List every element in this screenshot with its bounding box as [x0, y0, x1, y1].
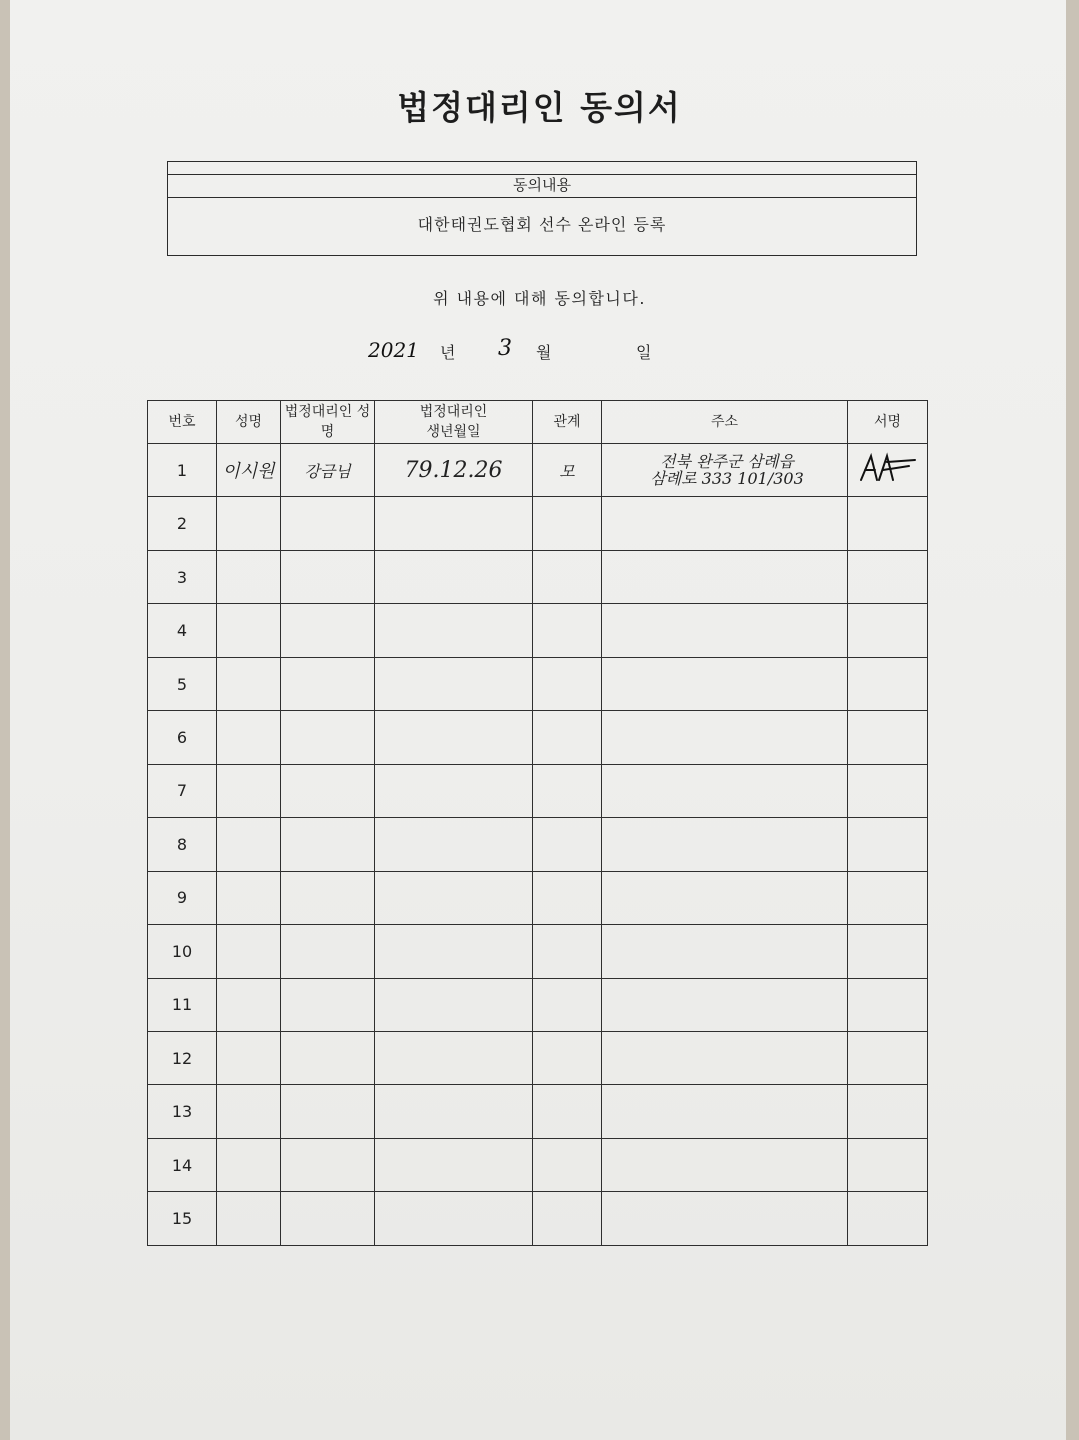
table-row	[148, 711, 928, 764]
date-year: 2021	[368, 338, 419, 362]
consent-content: 대한태권도협회 선수 온라인 등록	[417, 215, 667, 234]
handwritten-signature	[853, 450, 923, 486]
row-signature	[848, 444, 928, 497]
row-number: 7	[148, 764, 217, 817]
row-number: 6	[148, 711, 217, 764]
row-guardian-name: 강금님	[281, 444, 375, 497]
row-number: 5	[148, 657, 217, 710]
table-row	[148, 764, 928, 817]
table-row	[148, 497, 928, 550]
header-guardian-birth: 법정대리인 생년월일	[375, 401, 533, 444]
row-number: 11	[148, 978, 217, 1031]
header-guardian-name: 법정대리인 성명	[281, 401, 375, 444]
document-title: 법정대리인 동의서	[397, 88, 682, 127]
date-day-label: 일	[636, 343, 652, 362]
header-relation: 관계	[533, 401, 602, 444]
table-header-row	[148, 401, 928, 444]
table-row	[148, 1138, 928, 1191]
date-month: 3	[498, 336, 512, 361]
row-number: 15	[148, 1192, 217, 1246]
row-address	[602, 444, 848, 497]
table-row	[148, 818, 928, 871]
header-no: 번호	[148, 401, 217, 444]
row-number: 8	[148, 818, 217, 871]
row-number: 4	[148, 604, 217, 657]
table-row	[148, 925, 928, 978]
agreement-statement: 위 내용에 대해 동의합니다.	[433, 289, 646, 308]
address-line-1: 전북 완주군 삼례읍	[660, 452, 794, 472]
date-month-label: 월	[536, 343, 552, 362]
consent-box	[167, 161, 917, 256]
row-number: 9	[148, 871, 217, 924]
table-row	[148, 657, 928, 710]
row-number: 3	[148, 550, 217, 603]
row-number: 12	[148, 1031, 217, 1084]
row-name: 이시원	[217, 444, 281, 497]
row-guardian-birth: 79.12.26	[375, 444, 533, 497]
row-number: 14	[148, 1138, 217, 1191]
row-number: 2	[148, 497, 217, 550]
consent-header: 동의내용	[168, 174, 916, 198]
table-row	[148, 978, 928, 1031]
guardian-table	[147, 400, 928, 1246]
table-row	[148, 871, 928, 924]
row-number: 10	[148, 925, 217, 978]
header-address: 주소	[602, 401, 848, 444]
table-row	[148, 1031, 928, 1084]
date-year-label: 년	[440, 343, 456, 362]
row-relation: 모	[533, 444, 602, 497]
table-row	[148, 604, 928, 657]
table-row	[148, 1085, 928, 1138]
address-line-2: 삼례로 333 101/303	[650, 469, 804, 489]
table-row	[148, 1192, 928, 1246]
table-row	[148, 550, 928, 603]
header-signature: 서명	[848, 401, 928, 444]
header-name: 성명	[217, 401, 281, 444]
table-row	[148, 444, 928, 497]
row-number: 1	[148, 444, 217, 497]
row-number: 13	[148, 1085, 217, 1138]
